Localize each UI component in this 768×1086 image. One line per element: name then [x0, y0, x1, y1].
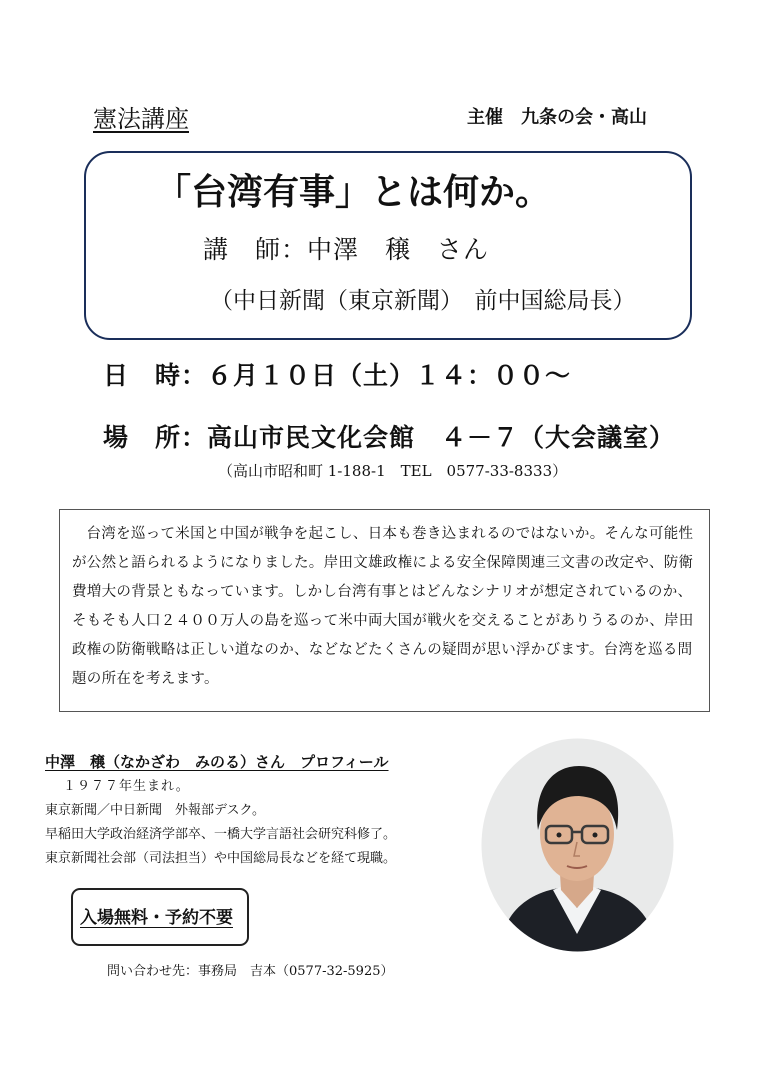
description-text: 台湾を巡って米国と中国が戦争を起こし、日本も巻き込まれるのではないか。そんな可能性が公然と語られるようになりました。岸田文雄政権による安全保障関連三文書の改定や、防衛費増大の背景ともなっています。しかし台湾有事とはどんなシナリオが想定されているのか、そもそも人口２４００万人の島を巡って米中両大国が戦火を交えることがありうるのか、岸田政権の防衛戦略は正しい道なのか、などなどたくさんの疑問が思い浮かびます。台湾を巡る問題の所在を考えます。 [72, 526, 694, 687]
main-title: 「台湾有事」とは何か。 [155, 172, 552, 213]
profile-item: 早稲田大学政治経済学部卒、一橋大学言語社会研究科修了。 [45, 827, 397, 842]
venue-address: （高山市昭和町 1-188-1 TEL 0577-33-8333） [218, 462, 568, 480]
profile-item: １９７７年生まれ。 [63, 779, 190, 794]
profile-item: 東京新聞／中日新聞 外報部デスク。 [45, 803, 265, 818]
event-datetime: 日 時：６月１０日（土）１４：００～ [103, 361, 572, 390]
event-venue: 場 所：高山市民文化会館 ４－７（大会議室） [103, 423, 676, 452]
admission-label: 入場無料・予約不要 [80, 908, 233, 928]
profile-item: 東京新聞社会部（司法担当）や中国総局長などを経て現職。 [45, 851, 397, 866]
speaker-photo [481, 738, 674, 952]
profile-list [45, 775, 396, 871]
profile-heading: 中澤 穣（なかざわ みのる）さん プロフィール [45, 753, 389, 771]
description-box [59, 509, 710, 712]
organizer: 主催 九条の会・高山 [467, 107, 647, 128]
lecturer: 講 師：中澤 穣 さん [203, 235, 490, 264]
contact-info: 問い合わせ先：事務局 吉本（0577-32-5925） [107, 964, 394, 979]
lecturer-affiliation: （中日新聞（東京新聞） 前中国総局長） [210, 288, 636, 314]
series-title: 憲法講座 [93, 105, 189, 133]
